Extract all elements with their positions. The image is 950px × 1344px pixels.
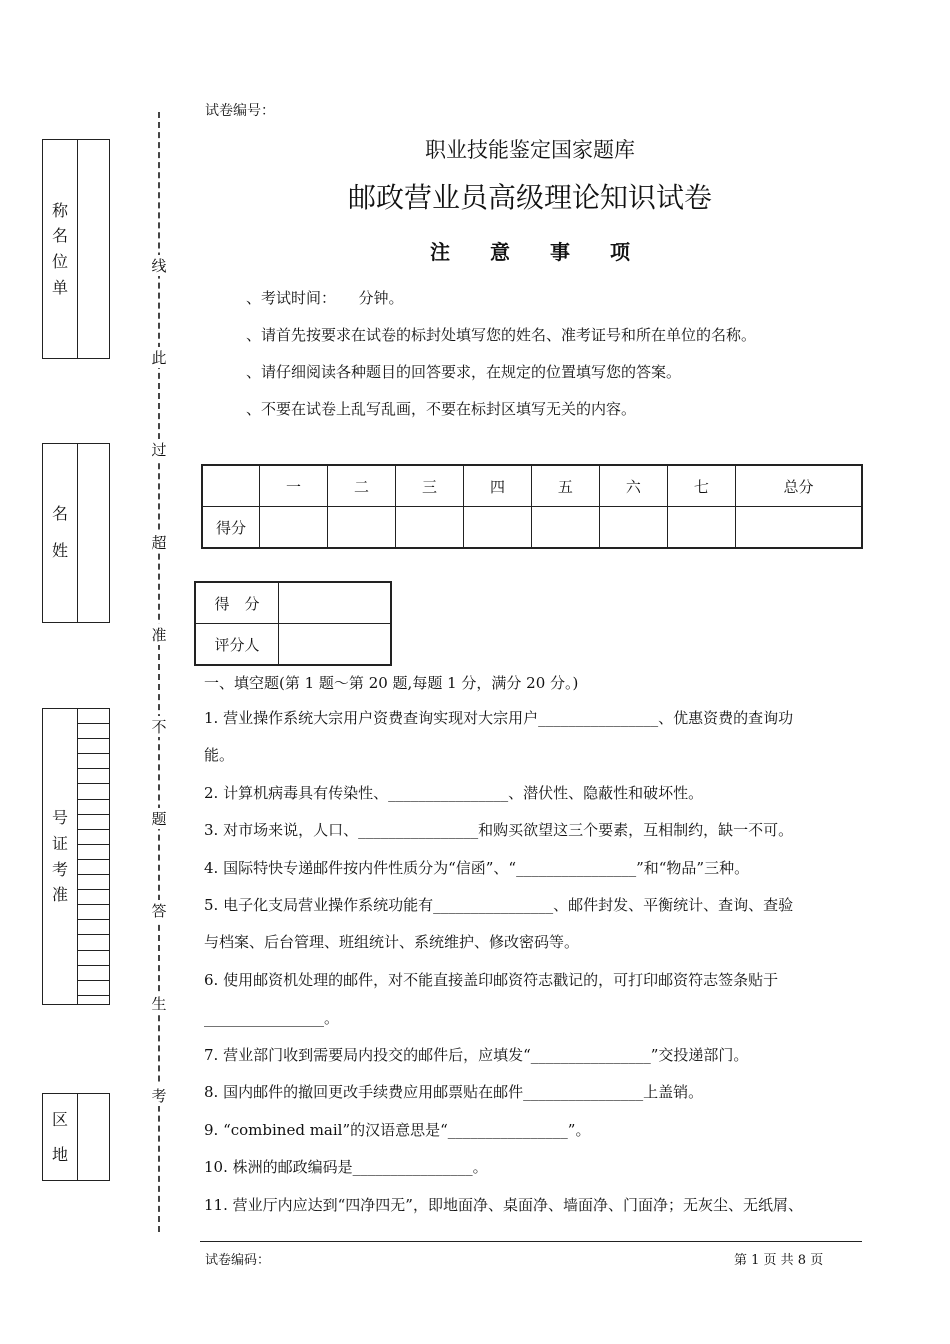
cut-line-char: 生: [151, 995, 167, 1013]
notice-title: 注 意 事 项: [430, 240, 630, 264]
score-cell[interactable]: [667, 507, 735, 549]
score-cell[interactable]: [531, 507, 599, 549]
question-line: 4. 国际特快专递邮件按内件性质分为“信函”、“________________”和“物品”三种。: [204, 859, 750, 877]
footer-page-number: 第 1 页 共 8 页: [734, 1253, 824, 1268]
score-row-label: 得分: [202, 507, 260, 549]
ticket-number-grid: [77, 709, 110, 996]
score-table-header: 五: [531, 465, 599, 507]
score-summary-table: [201, 464, 863, 549]
section-title: 一、填空题(第 1 题～第 20 题,每题 1 分，满分 20 分。): [204, 674, 579, 692]
question-line: 6. 使用邮资机处理的邮件，对不能直接盖印邮资符志戳记的，可打印邮资符志签条贴于: [204, 971, 779, 989]
grader-label: 评分人: [195, 624, 279, 666]
note-item: 、考试时间： 分钟。: [246, 289, 404, 307]
cut-line-char: 考: [151, 1087, 167, 1105]
score-table-header: 四: [463, 465, 531, 507]
cut-line-char: 超: [151, 534, 167, 552]
score-cell[interactable]: [260, 507, 328, 549]
score-table-header: 三: [395, 465, 463, 507]
question-line: 1. 营业操作系统大宗用户资费查询实现对大宗用户________________、优惠资费的查询功: [204, 709, 794, 727]
question-line: 与档案、后台管理、班组统计、系统维护、修改密码等。: [204, 933, 580, 951]
serial-number-label: 试卷编号：: [205, 103, 275, 119]
seal-cut-line: [158, 112, 160, 1232]
unit-name-box: [42, 139, 110, 359]
note-item: 、不要在试卷上乱写乱画，不要在标封区填写无关的内容。: [246, 400, 637, 418]
score-table-header: 总分: [735, 465, 862, 507]
score-table-header: 六: [599, 465, 667, 507]
cut-line-char: 不: [151, 718, 167, 736]
cut-line-char: 过: [151, 441, 167, 459]
question-line: 5. 电子化支局营业操作系统功能有________________、邮件封发、平衡统计、查询、查验: [204, 896, 794, 914]
question-line: 3. 对市场来说，人口、________________和购买欲望这三个要素，互相制约，缺一不可。: [204, 821, 794, 839]
name-box: [42, 443, 110, 623]
section-score-table: [194, 581, 392, 666]
footer-divider: [200, 1241, 862, 1242]
question-line: 11. 营业厅内应达到“四净四无”，即地面净、桌面净、墙面净、门面净；无灰尘、无纸屑、: [204, 1196, 803, 1214]
footer-exam-code: 试卷编码：: [205, 1253, 271, 1268]
exam-title: 邮政营业员高级理论知识试卷: [347, 181, 712, 214]
note-item: 、请首先按要求在试卷的标封处填写您的姓名、准考证号和所在单位的名称。: [246, 326, 757, 344]
unit-name-label: 称 名 位 单: [43, 140, 78, 358]
question-line: 9. “combined mail”的汉语意思是“________________”。: [204, 1121, 591, 1139]
section-score-cell[interactable]: [279, 582, 392, 624]
cut-line-char: 答: [151, 902, 167, 920]
question-line: 能。: [204, 746, 235, 764]
question-line: 7. 营业部门收到需要局内投交的邮件后，应填发“________________”交投递部门。: [204, 1046, 749, 1064]
score-table-header: 二: [327, 465, 395, 507]
section-score-label: 得 分: [195, 582, 279, 624]
grader-cell[interactable]: [279, 624, 392, 666]
score-table-header: 七: [667, 465, 735, 507]
name-label: 名 姓: [43, 444, 78, 622]
cut-line-char: 线: [151, 257, 167, 275]
question-bank-title: 职业技能鉴定国家题库: [425, 138, 635, 162]
score-cell[interactable]: [599, 507, 667, 549]
note-item: 、请仔细阅读各种题目的回答要求，在规定的位置填写您的答案。: [246, 363, 682, 381]
score-cell[interactable]: [327, 507, 395, 549]
cut-line-char: 此: [151, 349, 167, 367]
question-line: 10. 株洲的邮政编码是________________。: [204, 1158, 488, 1176]
score-table-header: 一: [260, 465, 328, 507]
question-line: 2. 计算机病毒具有传染性、________________、潜伏性、隐蔽性和破坏性。: [204, 784, 704, 802]
region-label: 区 地: [43, 1094, 78, 1180]
region-box: [42, 1093, 110, 1181]
score-table-header-row: [202, 465, 862, 507]
question-line: ________________。: [204, 1009, 340, 1027]
score-table-header: [202, 465, 260, 507]
score-cell[interactable]: [735, 507, 862, 549]
cut-line-char: 题: [151, 810, 167, 828]
score-table-row: [202, 507, 862, 549]
ticket-number-label: 号 证 考 准: [43, 709, 78, 1004]
score-cell[interactable]: [463, 507, 531, 549]
score-cell[interactable]: [395, 507, 463, 549]
cut-line-char: 准: [151, 626, 167, 644]
question-line: 8. 国内邮件的撤回更改手续费应用邮票贴在邮件________________上盖销。: [204, 1083, 704, 1101]
